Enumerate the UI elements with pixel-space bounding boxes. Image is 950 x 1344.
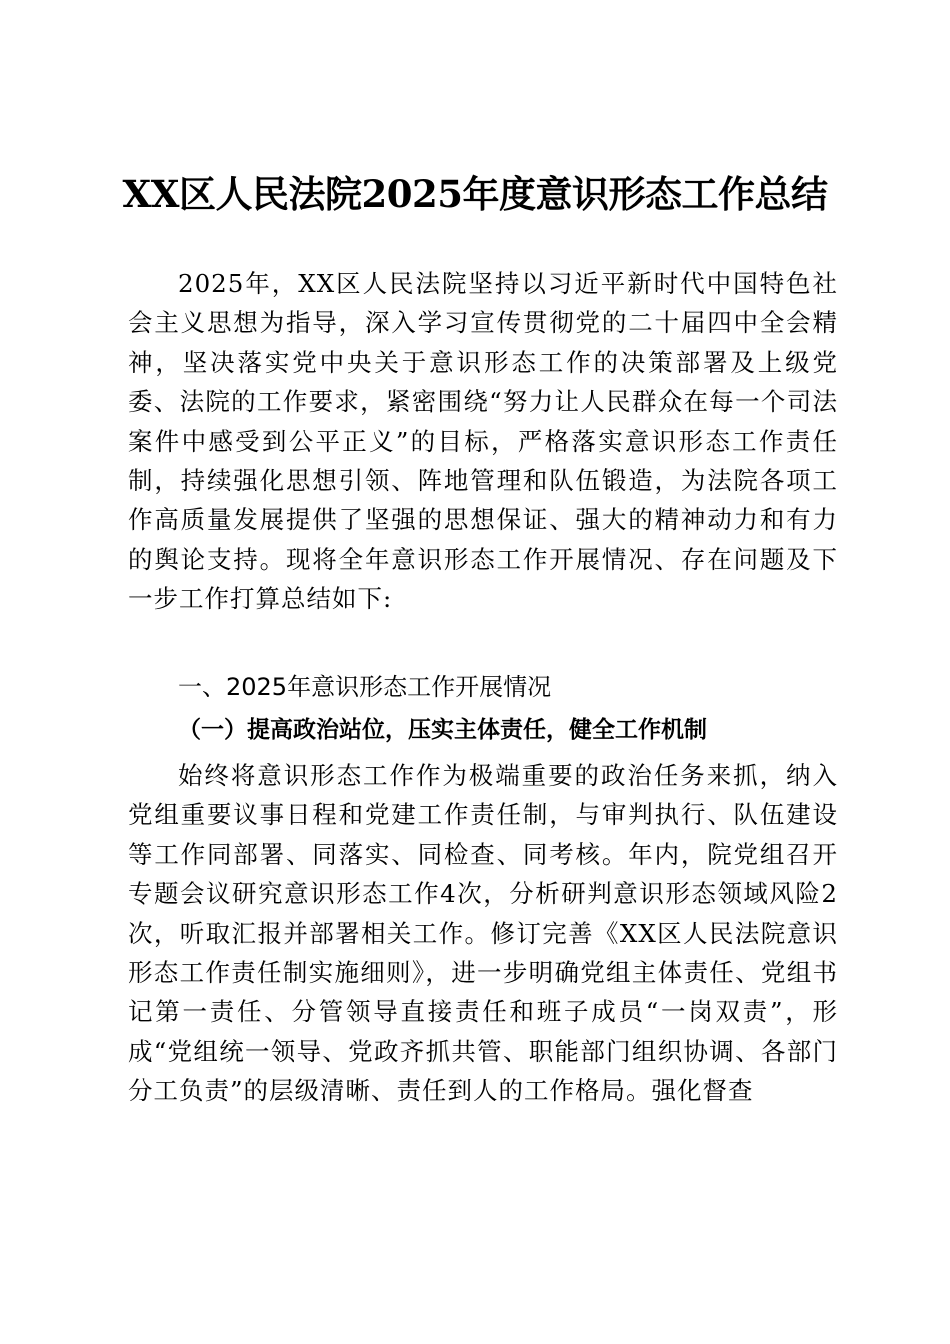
document-title: XX区人民法院2025年度意识形态工作总结 [122, 172, 828, 216]
section-heading-1: 一、2025年意识形态工作开展情况 [178, 673, 552, 701]
intro-paragraph: 2025年，XX区人民法院坚持以习近平新时代中国特色社会主义思想为指导，深入学习宣传贯彻党的二十届四中全会精神，坚决落实党中央关于意识形态工作的决策部署及上级党委、法院的工作要求，紧密围绕“努力让人民群众在每一个司法案件中感受到公平正义”的目标，严格落实意识形态工作责任制，持续强化思想引领、阵地管理和队伍锻造，为法院各项工作高质量发展提供了坚强的思想保证、强大的精神动力和有力的舆论支持。现将全年意识形态工作开展情况、存在问题及下一步工作打算总结如下: [128, 269, 838, 614]
subsection-paragraph-1: 始终将意识形态工作作为极端重要的政治任务来抓，纳入党组重要议事日程和党建工作责任制，与审判执行、队伍建设等工作同部署、同落实、同检查、同考核。年内，院党组召开专题会议研究意识形态工作4次，分析研判意识形态领域风险2次，听取汇报并部署相关工作。修订完善《XX区人民法院意识形态工作责任制实施细则》，进一步明确党组主体责任、党组书记第一责任、分管领导直接责任和班子成员“一岗双责”，形成“党组统一领导、党政齐抓共管、职能部门组织协调、各部门分工负责”的层级清晰、责任到人的工作格局。强化督查 [128, 761, 838, 1106]
subsection-heading-1: （一）提高政治站位，压实主体责任，健全工作机制 [178, 717, 707, 743]
